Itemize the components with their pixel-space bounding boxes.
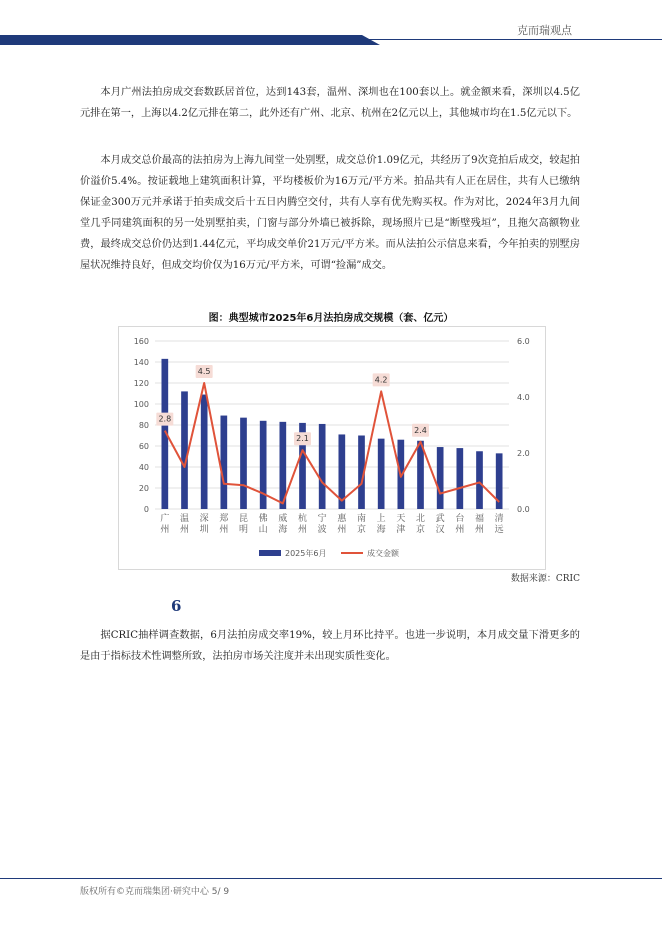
y-left-tick-label: 80: [138, 421, 149, 430]
data-label: 2.4: [414, 425, 427, 435]
data-label: 2.8: [158, 414, 172, 424]
x-tick-label: 杭州: [297, 514, 308, 535]
y-left-tick-label: 20: [138, 484, 149, 493]
bar-上海: [378, 439, 385, 509]
legend-bar-swatch: [259, 550, 281, 556]
x-tick-label: 天津: [396, 514, 406, 535]
paragraph-1: 本月广州法拍房成交套数跃居首位，达到143套，温州、深圳也在100套以上。就金额来看，深圳以4.5亿元排在第一，上海以4.2亿元排在第二，此外还有广州、北京、杭州在2亿元以上，其他城市均在1.5亿元以下。: [80, 87, 580, 119]
x-tick-label: 南京: [356, 514, 367, 535]
x-tick-label: 清远: [494, 514, 504, 535]
x-tick-label: 武汉: [435, 514, 445, 535]
y-left-tick-label: 40: [138, 463, 149, 472]
x-tick-label: 威海: [278, 514, 288, 535]
legend-line-label: 成交金额: [367, 549, 399, 558]
bar-郑州: [220, 416, 227, 509]
paragraph-2: 本月成交总价最高的法拍房为上海九间堂一处别墅，成交总价1.09亿元，共经历了9次竞拍后成交，较起拍价溢价5.4%。按证载地上建筑面积计算，平均楼板价为16万元/平方米。拍品共有人正在居住，共有人已缴纳保证金300万元并承诺于拍卖成交后十五日内腾空交付，共有人享有优先购买权。作为对比，2024年3月九间堂几乎同建筑面积的另一处别墅拍卖，门窗与部分外墙已被拆除，现场照片已是“断壁残垣”，且拖欠高额物业费，最终成交总价仍达到1.44亿元，平均成交单价21万元/平方米。而从法拍公示信息来看，今年拍卖的别墅房屋状况维持良好，但成交均价仅为16万元/平方米，可谓“捡漏”成交。: [80, 155, 580, 271]
y-right-tick-label: 2.0: [517, 449, 530, 458]
y-right-tick-label: 6.0: [517, 337, 530, 346]
y-right-tick-label: 4.0: [517, 393, 530, 402]
bar-昆明: [240, 418, 247, 509]
header-band-shape: [0, 35, 380, 45]
y-left-tick-label: 140: [133, 358, 149, 367]
section-number: 6: [171, 597, 182, 615]
bar-温州: [181, 391, 188, 509]
bar-北京: [417, 441, 424, 509]
x-tick-label: 福州: [474, 514, 485, 535]
figure-source: 数据来源：CRIC: [510, 574, 580, 584]
x-tick-label: 惠州: [337, 514, 347, 535]
data-label: 4.5: [197, 367, 211, 376]
y-left-tick-label: 120: [133, 379, 149, 388]
footer-rule: [0, 878, 662, 879]
y-left-tick-label: 160: [133, 337, 149, 346]
y-right-tick-label: 0.0: [517, 505, 530, 514]
y-left-tick-label: 100: [133, 400, 149, 409]
y-left-tick-label: 0: [143, 505, 149, 514]
x-tick-label: 宁波: [317, 514, 327, 535]
bar-深圳: [201, 395, 208, 509]
x-tick-label: 郑州: [219, 514, 229, 535]
footer-text: 版权所有©克而瑞集团·研究中心 5/ 9: [80, 887, 230, 897]
chart-container: [118, 326, 546, 570]
x-tick-label: 北京: [415, 514, 426, 535]
x-tick-label: 昆明: [238, 514, 249, 535]
data-label: 4.2: [374, 375, 388, 385]
x-tick-label: 深圳: [199, 514, 209, 535]
x-tick-label: 温州: [179, 514, 190, 535]
y-left-tick-label: 60: [138, 442, 149, 451]
x-tick-label: 广州: [160, 514, 170, 535]
legend-bar-label: 2025年6月: [285, 549, 327, 558]
paragraph-3: 据CRIC抽样调查数据，6月法拍房成交率19%，较上月环比持平。也进一步说明，本月成交量下滑更多的是由于指标技术性调整所致，法拍房市场关注度并未出现实质性变化。: [80, 630, 580, 662]
x-tick-label: 台州: [455, 514, 465, 535]
x-tick-label: 上海: [376, 514, 386, 535]
header-band-polygon: [0, 35, 380, 45]
header-rule: [0, 39, 662, 40]
bar-福州: [476, 451, 483, 509]
amount-line: [165, 383, 499, 503]
data-label: 2.1: [296, 434, 309, 444]
header-brand: 克而瑞观点: [517, 24, 572, 37]
figure-title: 图：典型城市2025年6月法拍房成交规模（套、亿元）: [208, 313, 454, 324]
bar-台州: [456, 448, 463, 509]
chart-svg: [119, 327, 545, 569]
x-tick-label: 佛山: [258, 514, 268, 535]
bar-宁波: [319, 424, 326, 509]
bar-武汉: [437, 447, 444, 509]
